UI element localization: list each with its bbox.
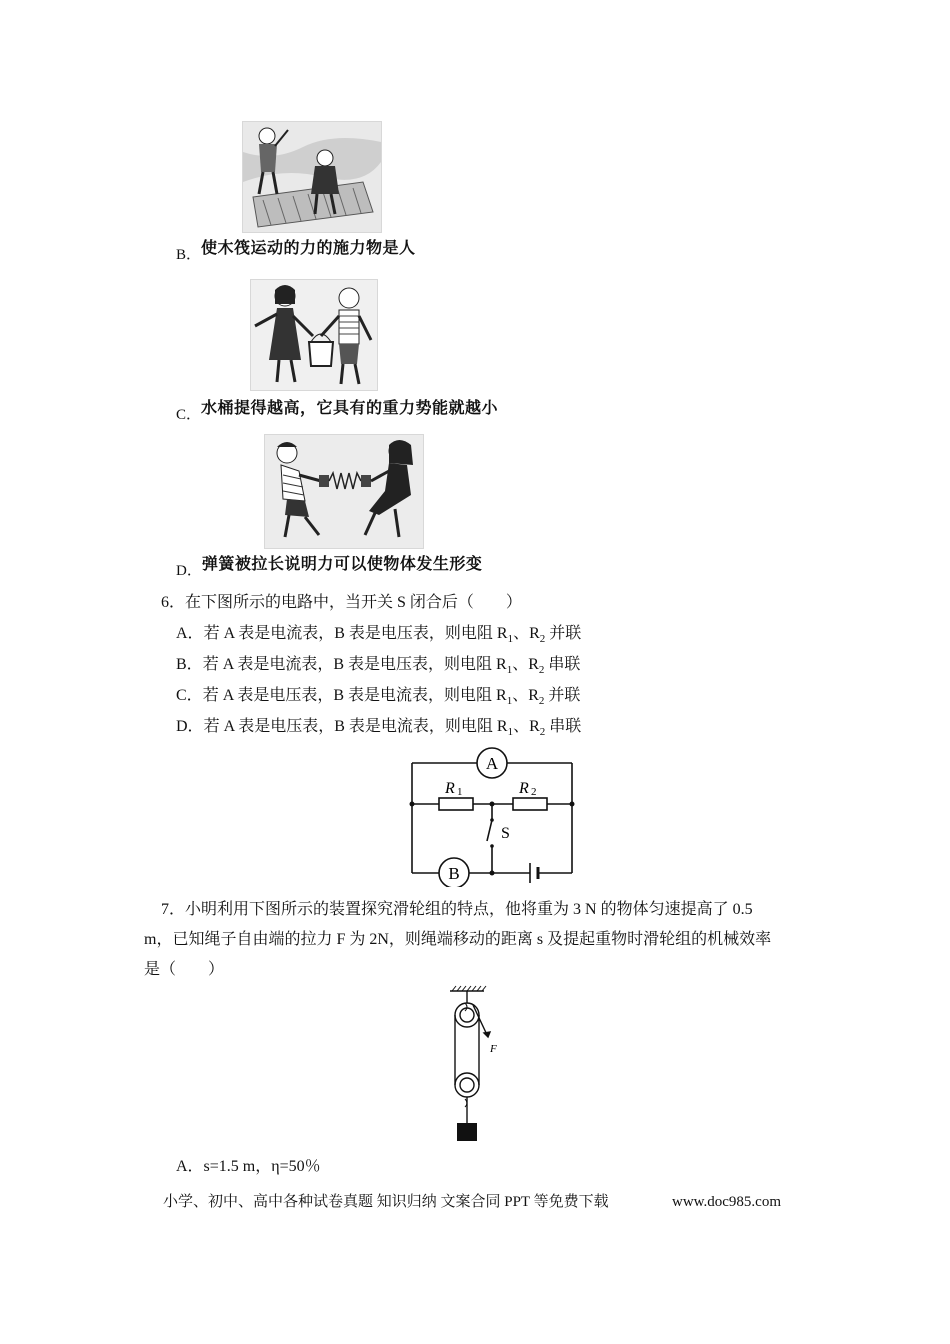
q7-line-2: m，已知绳子自由端的拉力 F 为 2N，则绳端移动的距离 s 及提起重物时滑轮组的机械效率 [144, 931, 772, 948]
footer-url[interactable]: www.doc985.com [672, 1194, 782, 1210]
option-text: 若 A 表是电压表，B 表是电流表，则电阻 R [203, 718, 508, 735]
bucket-illustration [250, 279, 378, 391]
q7-option-a: A．s=1.5 m，η=50％ [176, 1158, 321, 1175]
option-letter: B． [176, 247, 202, 263]
option-mid: 、R [513, 718, 540, 735]
option-tail: 并联 [544, 687, 581, 704]
option-tail: 并联 [545, 625, 582, 642]
option-letter: A． [176, 625, 204, 642]
spring-illustration [264, 434, 424, 549]
force-label: F [490, 1043, 497, 1055]
option-sub-2: 2 [538, 664, 545, 677]
pulley-diagram [440, 985, 510, 1145]
option-letter: B． [176, 656, 203, 673]
option-sub-1: 1 [506, 664, 513, 677]
q6-option-c [176, 686, 580, 711]
r2-sub: 2 [531, 786, 537, 798]
q6-stem: 6．在下图所示的电路中，当开关 S 闭合后（ ） [161, 594, 522, 611]
q6-option-d [176, 717, 581, 742]
option-sub-1: 1 [507, 726, 514, 739]
option-letter: C． [176, 407, 202, 423]
q7-line-1a: 7．小明利用下图所示的 [161, 901, 330, 918]
option-tail: 串联 [545, 718, 582, 735]
r1-sub: 1 [457, 786, 463, 798]
option-text: 若 A 表是电压表，B 表是电流表，则电阻 R [202, 687, 507, 704]
option-text: 弹簧被拉长说明力可以使物体发生形变 [201, 554, 483, 573]
option-text: 水桶提得越高，它具有的重力势能就越小 [201, 398, 499, 417]
option-text: 使木筏运动的力的施力物是人 [201, 238, 416, 257]
q5-option-c [176, 398, 499, 425]
option-mid: 、R [512, 656, 539, 673]
option-tail: 串联 [544, 656, 581, 673]
option-letter: D． [176, 563, 202, 579]
switch-label: S [501, 825, 510, 842]
option-letter: C． [176, 687, 203, 704]
meter-a-label: A [485, 754, 499, 773]
q7-line-1b: 装置探究滑轮组的特点，他将重为 3 N 的物体匀速提高了 0.5 [329, 901, 753, 918]
option-mid: 、R [513, 625, 540, 642]
option-mid: 、R [512, 687, 539, 704]
meter-b-label: B [448, 864, 460, 883]
r2-label: R [519, 780, 529, 797]
option-sub-2: 2 [539, 726, 546, 739]
option-sub-2: 2 [539, 633, 546, 646]
option-sub-2: 2 [538, 695, 545, 708]
q6-option-b [176, 655, 580, 680]
r1-label: R [445, 780, 455, 797]
raft-illustration [242, 121, 382, 233]
q7-line-1 [161, 900, 753, 920]
option-sub-1: 1 [507, 633, 514, 646]
option-text: 若 A 表是电流表，B 表是电压表，则电阻 R [203, 625, 508, 642]
q5-option-b [176, 238, 416, 265]
option-letter: D． [176, 718, 204, 735]
option-sub-1: 1 [506, 695, 513, 708]
footer-text: 小学、初中、高中各种试卷真题 知识归纳 文案合同 PPT 等免费下载 [163, 1194, 609, 1210]
circuit-diagram [404, 745, 582, 887]
q7-line-3: 是（ ） [144, 961, 225, 978]
q5-option-d [176, 554, 483, 581]
q6-option-a [176, 624, 581, 649]
option-text: 若 A 表是电流表，B 表是电压表，则电阻 R [202, 656, 507, 673]
